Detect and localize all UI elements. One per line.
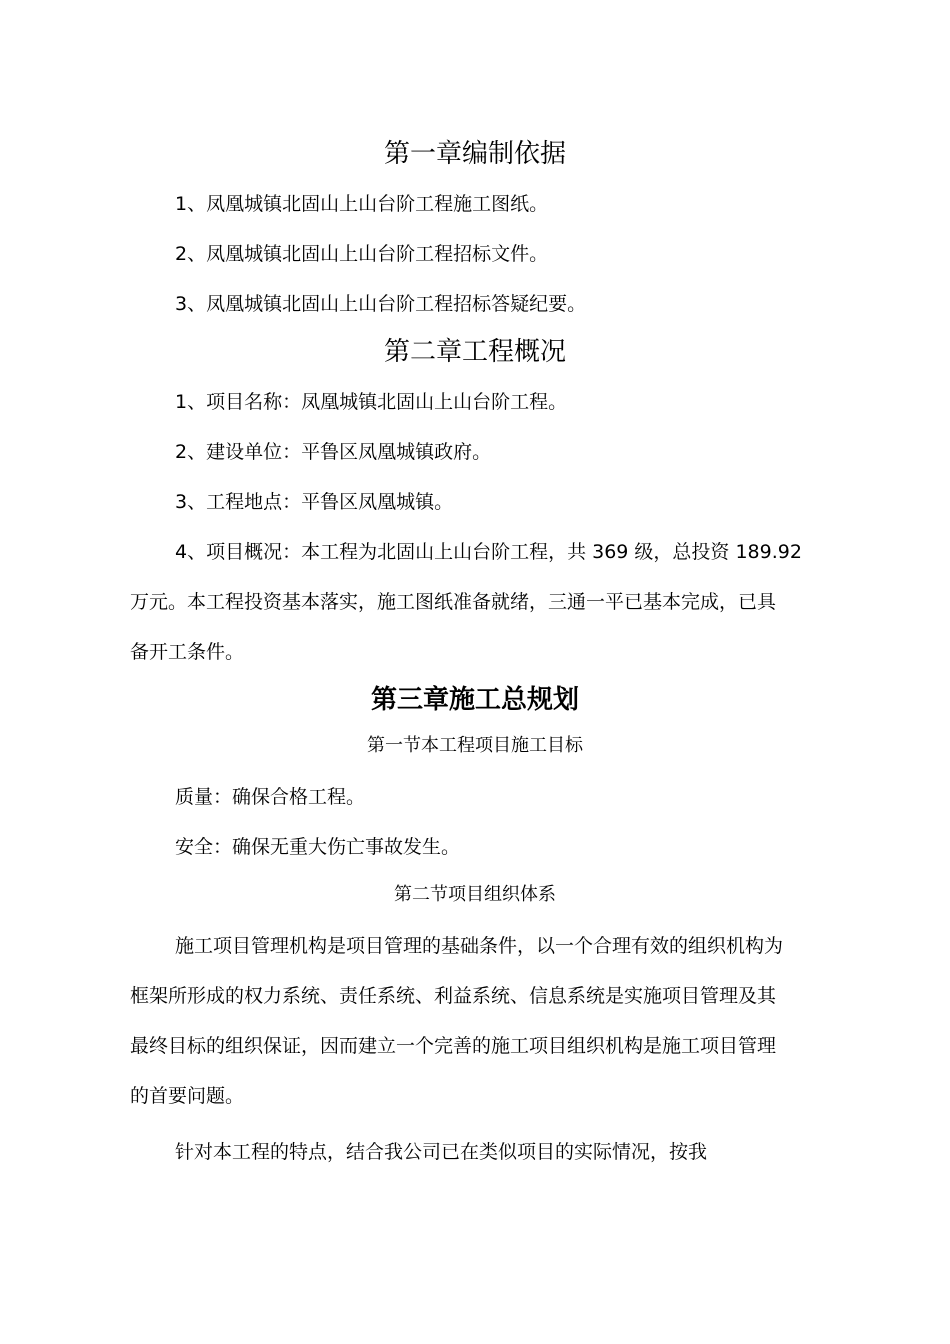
chapter-2-overview-line-1: 4、项目概况：本工程为北固山上山台阶工程，共 369 级，总投资 189.92 [175,541,802,563]
chapter-2-title: 第二章工程概况 [383,337,566,367]
section-2-paragraph-1-line-1: 施工项目管理机构是项目管理的基础条件，以一个合理有效的组织机构为 [175,935,784,957]
section-2-paragraph-2-line-1: 针对本工程的特点，结合我公司已在类似项目的实际情况，按我 [175,1141,708,1163]
chapter-2-overview-line-2: 万元。本工程投资基本落实，施工图纸准备就绪，三通一平已基本完成，已具 [130,591,777,613]
section-1-title: 第一节本工程项目施工目标 [367,735,583,756]
section-2-paragraph-1-line-2: 框架所形成的权力系统、责任系统、利益系统、信息系统是实施项目管理及其 [130,985,777,1007]
chapter-1-title: 第一章编制依据 [383,139,566,169]
chapter-2-item-3: 3、工程地点：平鲁区凤凰城镇。 [175,491,454,513]
chapter-1-item-1: 1、凤凰城镇北固山上山台阶工程施工图纸。 [175,193,549,215]
section-2-title: 第二节项目组织体系 [394,884,556,905]
chapter-2-item-2: 2、建设单位：平鲁区凤凰城镇政府。 [175,441,492,463]
section-2-paragraph-1-line-4: 的首要问题。 [130,1085,245,1107]
chapter-1-item-3: 3、凤凰城镇北固山上山台阶工程招标答疑纪要。 [175,293,587,315]
section-1-quality: 质量：确保合格工程。 [175,786,366,808]
chapter-3-title: 第三章施工总规划 [370,685,579,715]
section-1-safety: 安全：确保无重大伤亡事故发生。 [175,836,461,858]
chapter-2-item-1: 1、项目名称：凤凰城镇北固山上山台阶工程。 [175,391,568,413]
chapter-1-item-2: 2、凤凰城镇北固山上山台阶工程招标文件。 [175,243,549,265]
section-2-paragraph-1-line-3: 最终目标的组织保证，因而建立一个完善的施工项目组织机构是施工项目管理 [130,1035,777,1057]
chapter-2-overview-line-3: 备开工条件。 [130,641,245,663]
